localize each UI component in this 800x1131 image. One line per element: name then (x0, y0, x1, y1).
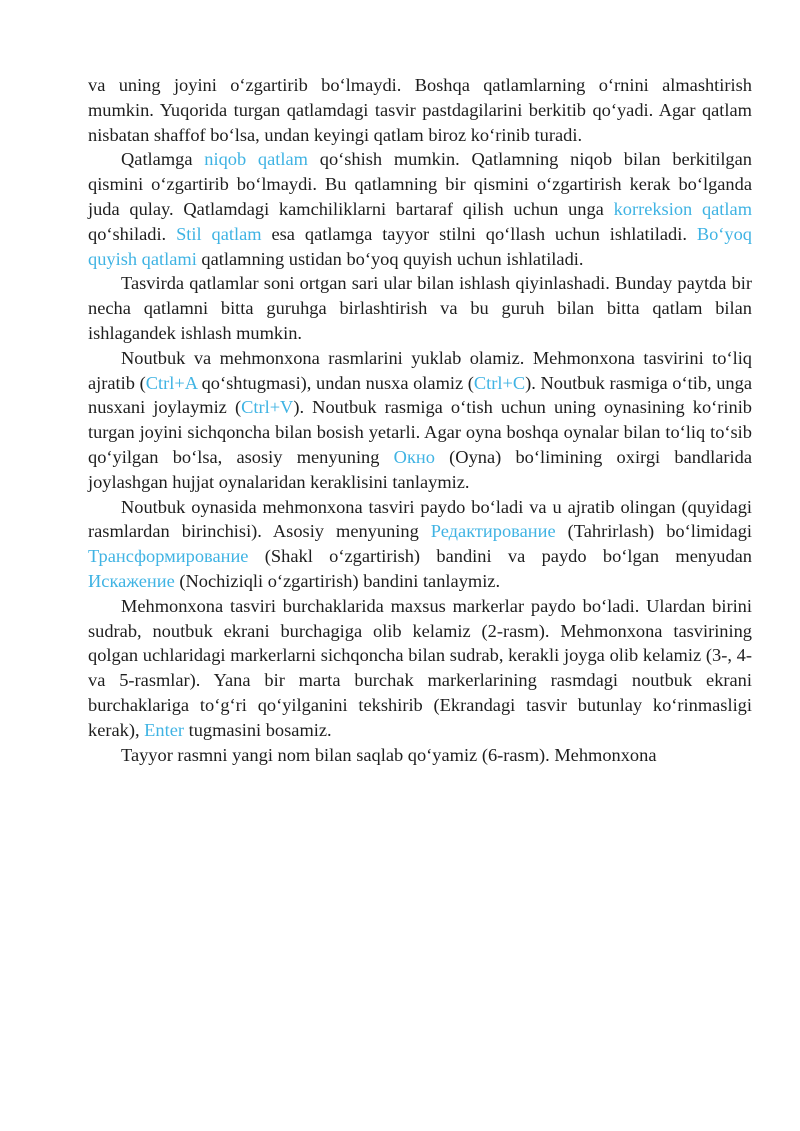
paragraph-text: (Tahrirlash) bo‘limidagi (555, 521, 753, 542)
paragraph-text: (Nochiziqli o‘zgartirish) bandini tanlaymiz. (174, 570, 501, 591)
shortcut-ctrl-v: Ctrl+V (241, 397, 294, 418)
paragraph-text: Tayyor rasmni yangi nom bilan saqlab qo‘yamiz (6-rasm). Mehmonxona (121, 744, 657, 765)
paragraph-text: esa qatlamga tayyor stilni qo‘llash uchun ishlatiladi. (261, 223, 697, 244)
shortcut-ctrl-a: Ctrl+A (145, 372, 197, 393)
paragraph-7 (88, 743, 752, 768)
paragraph-text: ). Noutbuk rasmiga o‘tib, unga nusxani joylaymiz ( (88, 372, 752, 418)
paragraph-text: (Shakl o‘zgartirish) bandini va paydo bo‘lgan menyudan (248, 546, 752, 567)
paragraph-text: Noutbuk va mehmonxona rasmlarini yuklab olamiz. Mehmonxona tasvirini to‘liq ajratib ( (88, 347, 752, 393)
shortcut-ctrl-c: Ctrl+C (473, 372, 526, 393)
menu-term-transformirovanie: Трансформирование (88, 546, 249, 567)
paragraph-1 (88, 73, 752, 147)
paragraph-text: tugmasini bosamiz. (184, 719, 332, 740)
paragraph-text: qo‘shiladi. (88, 223, 177, 244)
term-korreksion-qatlam: korreksion qatlam (613, 198, 752, 219)
menu-term-redaktirovanie: Редактирование (430, 521, 556, 542)
paragraph-text: Mehmonxona tasviri burchaklarida maxsus markerlar paydo bo‘ladi. Ulardan birini sudrab, noutbuk ekrani burchagiga olib kelamiz (2-rasm). Mehmonxona tasvirining qolgan uchlaridagi markerlarni sichqoncha bilan sudrab, kerakli joyga olib kelamiz (3-, 4-va 5-rasmlar). Yana bir marta burchak markerlarining rasmdagi noutbuk ekrani burchaklariga to‘g‘ri qo‘yilganini tekshirib (Ekrandagi tasvir butunlay ko‘rinmasligi kerak), (88, 595, 752, 740)
paragraph-text: va uning joyini o‘zgartirib bo‘lmaydi. Boshqa qatlamlarning o‘rnini almashtirish mumkin. Yuqorida turgan qatlamdagi tasvir pastdagilarini berkitib qo‘yadi. Agar qatlam nisbatan shaffof bo‘lsa, undan keyingi qatlam biroz ko‘rinib turadi. (88, 75, 752, 145)
paragraph-text: (Oyna) bo‘limining oxirgi bandlarida joylashgan hujjat oynalaridan keraklisini tanlaymiz. (88, 446, 752, 492)
menu-term-okno: Окно (393, 446, 435, 467)
paragraph-text: qo‘shtugmasi), undan nusxa olamiz ( (196, 372, 474, 393)
term-stil-qatlam: Stil qatlam (176, 223, 262, 244)
paragraph-3 (88, 271, 752, 345)
paragraph-text: ). Noutbuk rasmiga o‘tish uchun uning oynasining ko‘rinib turgan joyini sichqoncha bilan bosish yetarli. Agar oyna boshqa oynalar bilan to‘liq to‘sib qo‘yilgan bo‘lsa, asosiy menyuning (88, 397, 752, 467)
term-niqob-qatlam: niqob qatlam (204, 149, 308, 170)
term-boyoq-quyish-qatlami: Bo‘yoq quyish qatlami (88, 223, 752, 269)
paragraph-text: qatlamning ustidan bo‘yoq quyish uchun ishlatiladi. (196, 248, 584, 269)
paragraph-text: Tasvirda qatlamlar soni ortgan sari ular bilan ishlash qiyinlashadi. Bunday paytda bir necha qatlamni bitta guruhga birlashtirish va bu guruh bilan bitta qatlam bilan ishlagandek ishlash mumkin. (88, 273, 752, 343)
document-body (88, 73, 752, 767)
menu-term-iskazhenie: Искажение (88, 570, 175, 591)
paragraph-4 (88, 346, 752, 495)
key-enter: Enter (144, 719, 184, 740)
paragraph-6 (88, 594, 752, 743)
paragraph-5 (88, 495, 752, 594)
paragraph-text: Noutbuk oynasida mehmonxona tasviri paydo bo‘ladi va u ajratib olingan (quyidagi rasmlardan birinchisi). Asosiy menyuning (88, 496, 752, 542)
paragraph-text: Qatlamga (121, 149, 205, 170)
paragraph-2 (88, 147, 752, 271)
paragraph-text: qo‘shish mumkin. Qatlamning niqob bilan berkitilgan qismini o‘zgartirib bo‘lmaydi. Bu qatlamning bir qismini o‘zgartirish kerak bo‘lganda juda qulay. Qatlamdagi kamchiliklarni bartaraf qilish uchun unga (88, 149, 752, 219)
